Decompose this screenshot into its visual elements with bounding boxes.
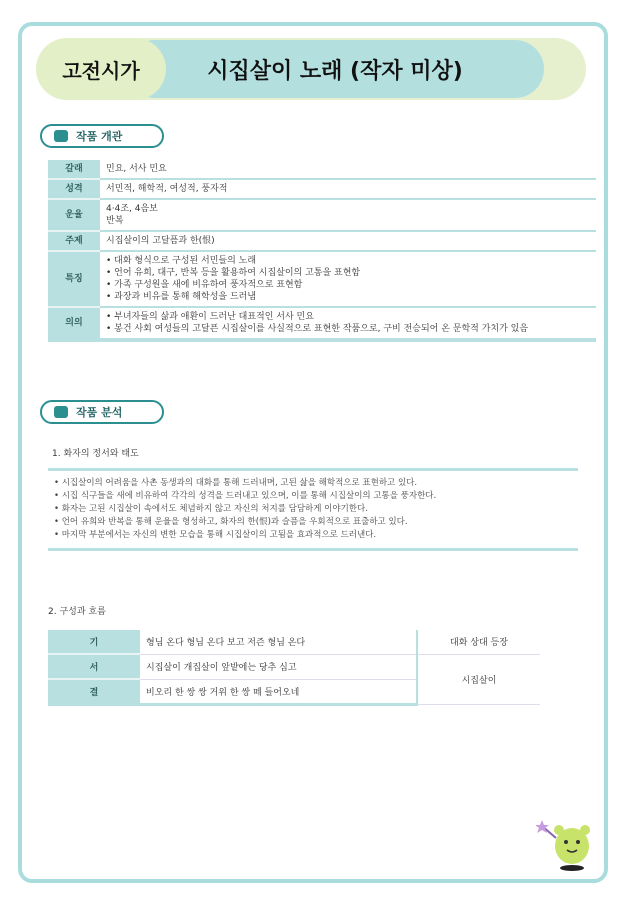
overview-line: • 과장과 비유를 통해 해학성을 드러냄 [106, 292, 257, 302]
overview-row-content [100, 251, 596, 307]
overview-table [48, 160, 596, 342]
analysis-subhead: 1. 화자의 정서와 태도 [52, 449, 139, 459]
analysis-line: • 언어 유희와 반복을 통해 운율을 형성하고, 화자의 한(恨)과 슬픔을 우회적으로 표출하고 있다. [54, 517, 408, 527]
section-analysis-header [40, 400, 164, 424]
overview-line: 4·4조, 4음보 [106, 204, 158, 214]
overview-row [48, 307, 596, 340]
compare-row-note: 시집살이 [417, 654, 540, 705]
title-band [36, 38, 586, 100]
overview-line: 서민적, 해학적, 여성적, 풍자적 [106, 184, 228, 194]
pencil-icon [54, 406, 68, 418]
page-title: 시집살이 노래 (작자 미상) [126, 40, 544, 98]
overview-row [48, 199, 596, 231]
overview-row-head: 운율 [48, 199, 100, 231]
overview-row-head: 성격 [48, 179, 100, 199]
mascot-character [536, 814, 600, 872]
compare-table [48, 630, 540, 706]
book-icon [54, 130, 68, 142]
overview-row-head: 의의 [48, 307, 100, 340]
section-overview-header [40, 124, 164, 148]
compare-row [48, 654, 540, 679]
compare-row [48, 630, 540, 654]
overview-row [48, 251, 596, 307]
overview-row-content [100, 231, 596, 251]
compare-row-head: 서 [48, 654, 140, 679]
analysis-line: • 시집 식구들을 새에 비유하여 각각의 성격을 드러내고 있으며, 이를 통해 시집살이의 고통을 풍자한다. [54, 491, 437, 501]
section-analysis-label: 작품 분석 [76, 406, 123, 419]
overview-line: • 언어 유희, 대구, 반복 등을 활용하여 시집살이의 고통을 표현함 [106, 268, 361, 278]
compare-row-text: 비오리 한 쌍 쌍 거위 한 쌍 떼 들어오네 [140, 679, 417, 705]
analysis-line: • 화자는 고된 시집살이 속에서도 체념하지 않고 자신의 처지를 담담하게 이야기한다. [54, 504, 368, 514]
overview-row-head: 특징 [48, 251, 100, 307]
compare-row-note: 대화 상대 등장 [417, 630, 540, 654]
overview-line: • 봉건 사회 여성들의 고달픈 시집살이를 사실적으로 표현한 작품으로, 구비 전승되어 온 문학적 가치가 있음 [106, 324, 529, 334]
overview-row [48, 231, 596, 251]
compare-row-head: 결 [48, 679, 140, 705]
overview-row-head: 주제 [48, 231, 100, 251]
overview-row-content [100, 199, 596, 231]
overview-row-content [100, 179, 596, 199]
analysis-box [48, 468, 578, 551]
overview-line: 반복 [106, 216, 124, 226]
compare-row-head: 기 [48, 630, 140, 654]
overview-row-content [100, 307, 596, 340]
overview-line: 시집살이의 고달픔과 한(恨) [106, 236, 215, 246]
analysis-line: • 시집살이의 어려움을 사촌 동생과의 대화를 통해 드러내며, 고된 삶을 해학적으로 표현하고 있다. [54, 478, 418, 488]
overview-row [48, 179, 596, 199]
overview-row-head: 갈래 [48, 160, 100, 179]
overview-line: • 부녀자들의 삶과 애환이 드러난 대표적인 서사 민요 [106, 312, 314, 322]
genre-tag: 고전시가 [36, 38, 166, 100]
section-overview-label: 작품 개관 [76, 130, 123, 143]
overview-line: • 가족 구성원을 새에 비유하여 풍자적으로 표현함 [106, 280, 303, 290]
analysis-line: • 마지막 부분에서는 자신의 변한 모습을 통해 시집살이의 고됨을 효과적으로 드러낸다. [54, 530, 377, 540]
overview-line: • 대화 형식으로 구성된 서민들의 노래 [106, 256, 257, 266]
overview-row [48, 160, 596, 179]
compare-row-text: 시집살이 개집살이 앞밭에는 당추 심고 [140, 654, 417, 679]
compare-subhead: 2. 구성과 흐름 [48, 607, 106, 617]
overview-row-content [100, 160, 596, 179]
overview-line: 민요, 서사 민요 [106, 164, 167, 174]
compare-row-text: 형님 온다 형님 온다 보고 저즌 형님 온다 [140, 630, 417, 654]
